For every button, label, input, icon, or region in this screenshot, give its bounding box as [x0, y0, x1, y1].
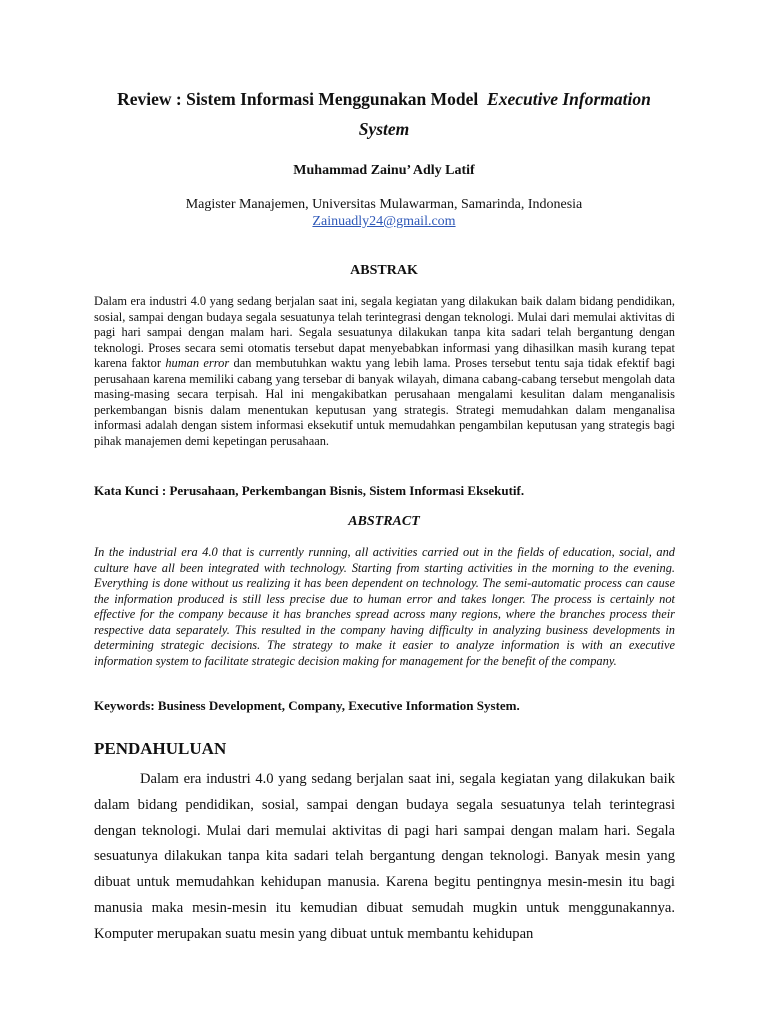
title-italic: Executive Information System [358, 89, 651, 139]
kata-kunci: Kata Kunci : Perusahaan, Perkembangan Bisnis, Sistem Informasi Eksekutif. [94, 483, 525, 498]
title-regular: Review : Sistem Informasi Menggunakan Model [117, 89, 479, 109]
keywords: Keywords: Business Development, Company, Executive Information System. [94, 698, 520, 713]
author-name: Muhammad Zainu’ Adly Latif [293, 163, 475, 178]
abstrak-text-part2: dan membutuhkan waktu yang lebih lama. Proses tersebut tentu saja tidak efektif bagi perusahaan karena memiliki cabang yang tersebar di banyak wilayah, dimana cabang-cabang tersebut mengolah data masing-masing secara terpisah. Hal ini mengakibatkan perusahaan mengalami kesulitan dalam menganalisis perkembangan bisnis dalam menentukan keputusan yang strategis. Strategi memudahkan dalam menganalisa informasi adalah dengan sistem informasi eksekutif untuk memudahkan pengambilan keputusan yang strategis bagi pihak manajemen demi kepetingan perusahaan. [94, 356, 676, 448]
author-email-link[interactable]: Zainuadly24@gmail.com [312, 214, 456, 229]
author-affiliation: Magister Manajemen, Universitas Mulawarman, Samarinda, Indonesia [185, 197, 583, 212]
abstrak-text-italic: human error [165, 356, 230, 370]
pendahuluan-text: Dalam era industri 4.0 yang sedang berjalan saat ini, segala kegiatan yang dilakukan baik dalam bidang pendidikan, sosial, sampai dengan budaya segala sesuatunya telah terintegrasi dengan teknologi. Mulai dari memulai aktivitas di pagi hari sampai dengan malam hari. Segala sesuatunya dilakukan tanpa kita sadari telah bergantung dengan teknologi. Banyak mesin yang dibuat untuk memudahkan kehidupan manusia. Karena begitu pentingnya mesin-mesin itu bagi manusia maka mesin-mesin itu kemudian dibuat semudah mugkin untuk menggunakannya. Komputer merupakan suatu mesin yang dibuat untuk membantu kehidupan [94, 771, 675, 942]
abstract-heading: ABSTRACT [348, 514, 420, 529]
paper-title [90, 84, 678, 144]
abstract-text: In the industrial era 4.0 that is currently running, all activities carried out in the fields of education, social, and culture have all been integrated with technology. Starting from starting activities in the morning to the evening. Everything is done without us realizing it has been dependent on technology. The semi-automatic process can cause the information produced is still less precise due to human error and takes longer. The process is certainly not effective for the company because it has branches spread across many regions, where the branches process their respective data separately. This resulted in the company having difficulty in analyzing business developments in determining strategic decisions. The strategy to make it easier to analyze information is with an executive information system to facilitate strategic decision making for management for the benefit of the company. [94, 545, 675, 668]
abstrak-text-part1: Dalam era industri 4.0 yang sedang berjalan saat ini, segala kegiatan yang dilakukan baik dalam bidang pendidikan, sosial, sampai dengan budaya segala sesuatunya telah terintegrasi dengan teknologi. Mulai dari memulai aktivitas di pagi hari sampai dengan malam hari. Segala sesuatunya dilakukan tanpa kita sadari telah bergantung dengan teknologi. Proses secara semi otomatis tersebut dapat menyebabkan informasi yang dihasilkan masih kurang tepat karena faktor [94, 294, 675, 370]
section-heading-pendahuluan: PENDAHULUAN [94, 739, 227, 758]
abstrak-heading: ABSTRAK [350, 263, 418, 278]
abstrak-text [94, 294, 675, 449]
